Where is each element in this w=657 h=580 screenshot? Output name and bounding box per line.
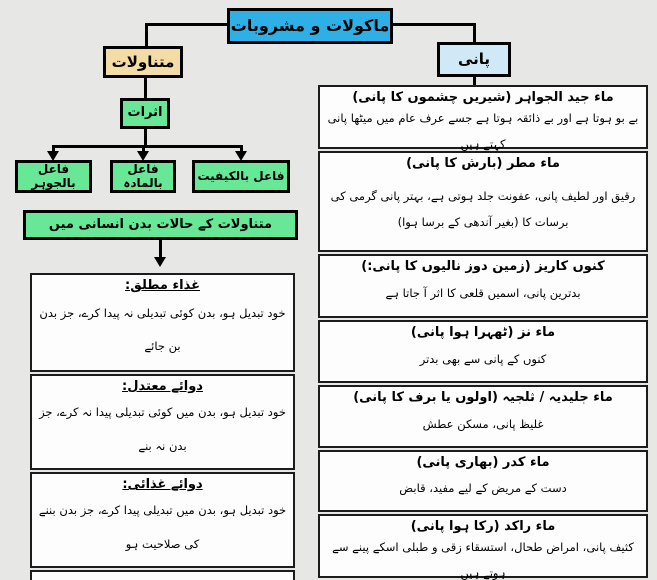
node-fail-bil-jauhar: فاعل بالجوہر (15, 160, 92, 193)
list-item-body: کنوں کے پانی سے بھی بدتر (419, 351, 547, 366)
arrow-down-icon (154, 257, 166, 267)
list-item-title: ماء نز (ٹھہرا ہوا پانی) (410, 325, 556, 340)
list-item (30, 472, 295, 568)
list-item-body: غلیظ پانی، مسکن عطش (422, 416, 544, 431)
list-item (318, 85, 648, 152)
list-item-title: کنوں کاریز (زمین دوز نالیوں کا پانی:) (361, 259, 605, 274)
node-effects: اثرات (120, 98, 170, 129)
list-item (318, 320, 648, 383)
node-fail-bil-madda: فاعل بالمادہ (110, 160, 176, 193)
list-item-body: دست کے مریض کے لیے مفید، قابض (399, 481, 567, 496)
connector-line (393, 23, 476, 26)
list-item (318, 450, 648, 512)
list-item-title: ماء راکد (رکا ہوا پانی) (410, 519, 556, 534)
list-item (318, 151, 648, 252)
list-item-title: ماء کدر (بھاری پانی) (416, 455, 550, 470)
list-item-body: خود تبدیل ہو، بدن میں تبدیلی پیدا کرے، جز بدن بننے کی صلاحیت ہو (38, 503, 287, 551)
states-bar: متناولات کے حالات بدن انسانی میں (23, 210, 298, 240)
list-item-title: ماء جلیدیہ / ثلجیہ (اولوں یا برف کا پانی) (353, 390, 613, 405)
list-item (318, 385, 648, 448)
list-item (318, 254, 648, 318)
list-item-body: بدترین پانی، اسمیں قلعی کا اثر آ جاتا ہے (385, 286, 581, 301)
connector-line (52, 145, 243, 148)
connector-line (145, 23, 148, 46)
list-item-body: بے بو ہوتا ہے اور بے ذائقہ ہوتا ہے جسے عرف عام میں میٹھا پانی کہتے ہیں (327, 111, 639, 152)
list-item (318, 514, 648, 578)
list-item-title: دوائے غذائی: (122, 477, 203, 492)
node-fail-bil-kaifiyat: فاعل بالکیفیت (192, 160, 290, 193)
list-item-title: ماء جید الجواہر (شیریں چشموں کا پانی) (352, 90, 614, 105)
list-item-body: خود تبدیل ہو، بدن میں کوئی تبدیلی پیدا نہ کرے، جز بدن نہ بنے (39, 405, 286, 453)
list-item-title: غذاء مطلق: (125, 278, 200, 293)
list-item-title: دوائے معتدل: (122, 379, 203, 394)
node-water: پانی (437, 42, 511, 77)
list-item-title: ماء مطر (بارش کا پانی) (406, 156, 560, 171)
list-item-body: رقیق اور لطیف پانی، عفونت جلد ہوتی ہے، بہتر پانی گرمی کی برسات کا (بغیر آندھی کے برسا ہوا) (330, 188, 636, 229)
node-foods-and-drinks: ماکولات و مشروبات (227, 8, 393, 44)
list-item-partial (30, 570, 295, 580)
node-mutanawalat: متناولات (103, 46, 183, 78)
connector-line (145, 23, 229, 26)
list-item (30, 273, 295, 372)
list-item-body: کثیف پانی، امراض طحال، استسقاء زقی و طبلی اسکے پینے سے ہوتے ہیں (332, 540, 634, 580)
list-item-body: خود تبدیل ہو، بدن کوئی تبدیلی نہ پیدا کرے، جز بدن بن جائے (39, 305, 286, 353)
list-item (30, 374, 295, 470)
connector-line (144, 78, 147, 98)
connector-line (473, 23, 476, 42)
